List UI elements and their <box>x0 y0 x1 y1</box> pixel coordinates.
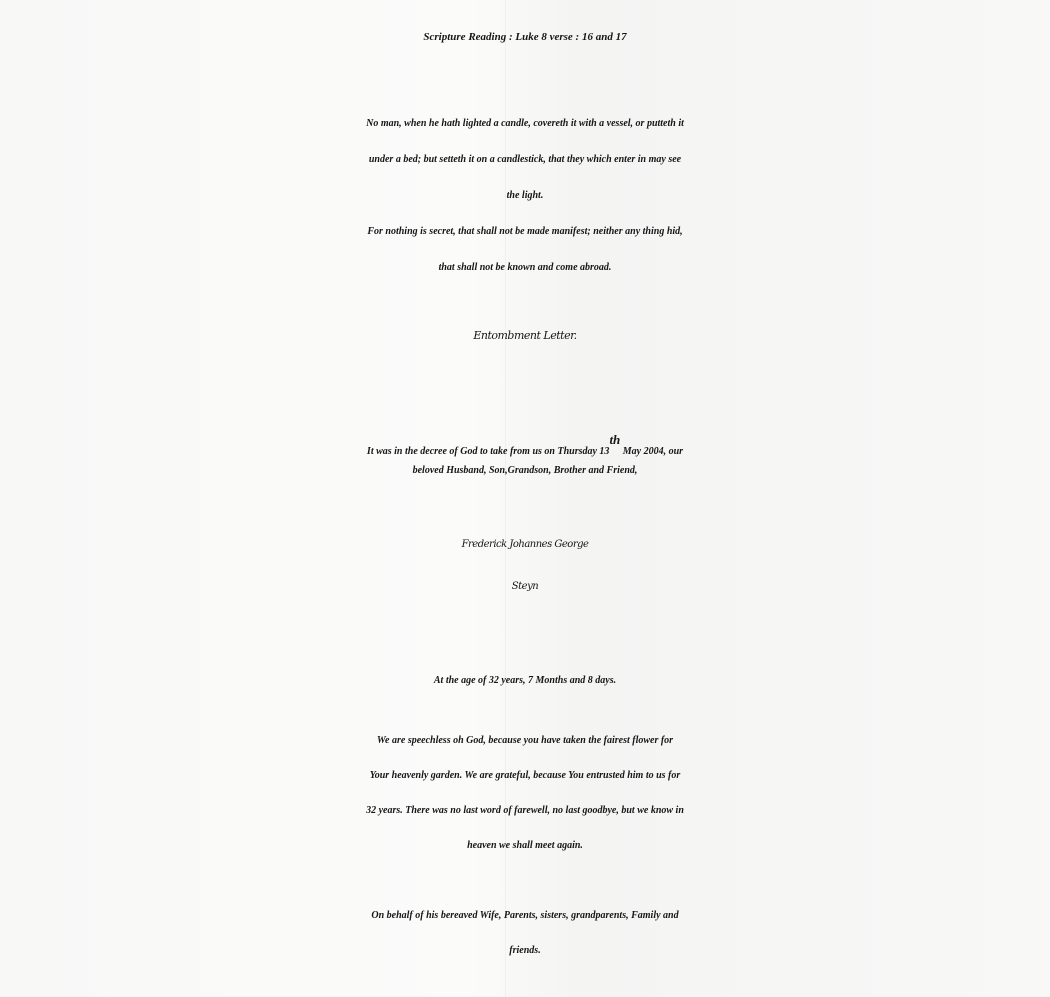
deceased-given-names: Frederick Johannes George <box>461 539 589 550</box>
announcement-text-after: May 2004, our <box>620 446 684 457</box>
tribute-line-2: Your heavenly garden. We are grateful, because You entrusted him to us for <box>369 770 681 781</box>
entombment-heading: Entombment Letter. <box>473 329 577 342</box>
page-title: Scripture Reading : Luke 8 verse : 16 and 17 <box>423 31 627 43</box>
scripture-line-1: No man, when he hath lighted a candle, covereth it with a vessel, or putteth it <box>366 118 684 129</box>
announcement-line-2: beloved Husband, Son,Grandson, Brother and Friend, <box>412 465 638 476</box>
tribute-line-3: 32 years. There was no last word of farewell, no last goodbye, but we know in <box>366 805 684 816</box>
date-ordinal-suffix: th <box>609 432 621 447</box>
scripture-line-4: For nothing is secret, that shall not be made manifest; neither any thing hid, <box>367 226 683 237</box>
scripture-line-2: under a bed; but setteth it on a candlestick, that they which enter in may see <box>368 154 682 165</box>
tribute-line-4: heaven we shall meet again. <box>467 840 583 851</box>
deceased-surname: Steyn <box>511 581 539 592</box>
age-statement: At the age of 32 years, 7 Months and 8 days. <box>433 675 617 686</box>
scripture-line-3: the light. <box>506 190 544 201</box>
scripture-line-5: that shall not be known and come abroad. <box>438 262 612 273</box>
announcement-text-before: It was in the decree of God to take from us on Thursday 13 <box>366 446 610 457</box>
tribute-line-1: We are speechless oh God, because you have taken the fairest flower for <box>376 735 674 746</box>
behalf-line-1: On behalf of his bereaved Wife, Parents, sisters, grandparents, Family and <box>371 910 679 921</box>
announcement-line-1 <box>0 433 1050 457</box>
behalf-line-2: friends. <box>509 945 541 956</box>
